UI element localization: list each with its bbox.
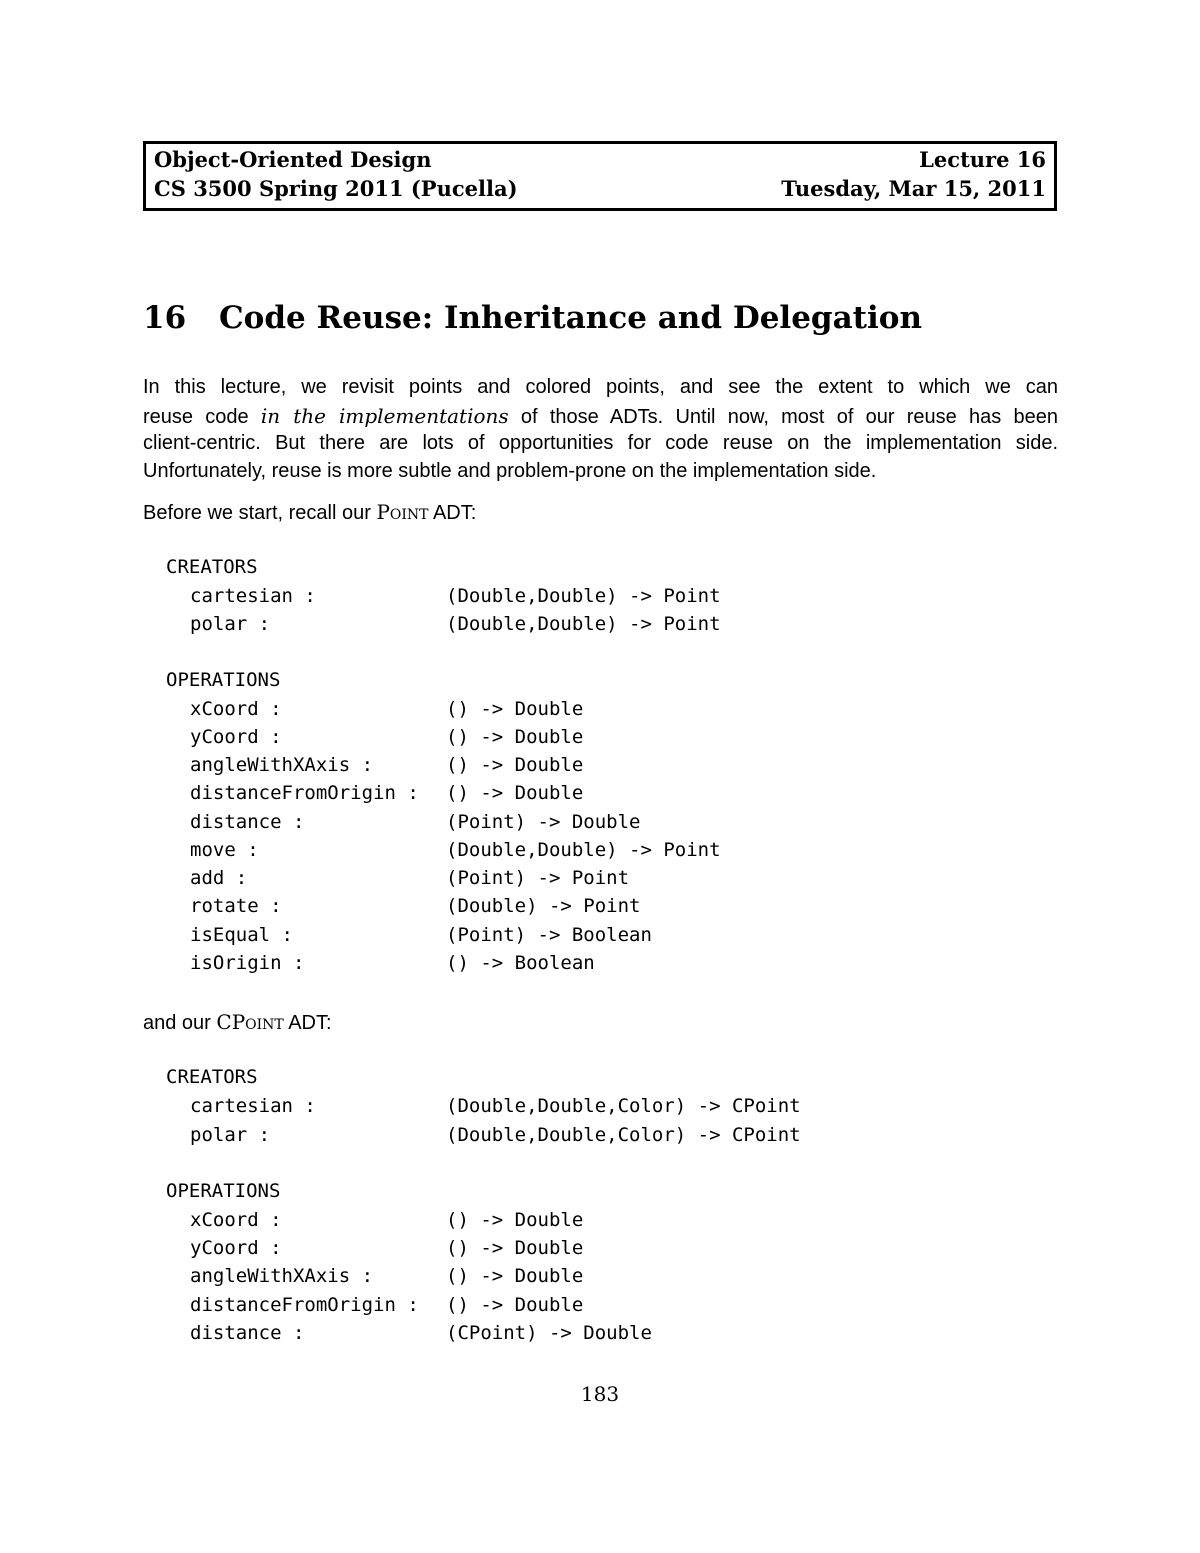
section-number: 16 (143, 300, 187, 336)
cpoint-op-type: (CPoint) -> Double (446, 1322, 652, 1344)
cpoint-op-type: () -> Double (446, 1294, 584, 1316)
point-op-type: () -> Double (446, 698, 584, 720)
point-adt-name: Point (376, 500, 429, 524)
header-box (143, 141, 1057, 211)
cpoint-op-name: angleWithXAxis : (190, 1265, 374, 1287)
point-op-type: (Point) -> Double (446, 811, 641, 833)
intro-line-2 (143, 404, 1058, 429)
point-op-name: isOrigin : (190, 952, 305, 974)
point-creator-name: polar : (190, 613, 271, 635)
course-title: Object-Oriented Design (154, 147, 432, 172)
point-op-name: angleWithXAxis : (190, 754, 374, 776)
recall-post: ADT: (428, 502, 477, 524)
cpoint-creator-type: (Double,Double,Color) -> CPoint (446, 1124, 801, 1146)
point-op-type: (Point) -> Point (446, 867, 630, 889)
page-number: 183 (580, 1382, 620, 1406)
intro-line-1: In this lecture, we revisit points and colored points, and see the extent to which we can (143, 376, 1058, 398)
point-op-type: () -> Double (446, 782, 584, 804)
cpoint-creators-heading: CREATORS (166, 1066, 258, 1088)
lecture-number: Lecture 16 (919, 147, 1046, 172)
cpoint-op-type: () -> Double (446, 1209, 584, 1231)
point-creators-heading: CREATORS (166, 556, 258, 578)
point-op-type: (Double,Double) -> Point (446, 839, 721, 861)
header-row-2 (154, 176, 1046, 204)
point-op-name: add : (190, 867, 248, 889)
intro-line-3: client-centric. But there are lots of opportunities for code reuse on the implementation side. (143, 432, 1058, 454)
point-op-name: isEqual : (190, 924, 293, 946)
course-term: CS 3500 Spring 2011 (Pucella) (154, 176, 518, 201)
point-op-name: move : (190, 839, 259, 861)
cpoint-op-name: xCoord : (190, 1209, 282, 1231)
recall-pre: Before we start, recall our (143, 502, 377, 524)
cpoint-op-name: distanceFromOrigin : (190, 1294, 419, 1316)
point-op-type: (Point) -> Boolean (446, 924, 652, 946)
intro-emphasis: in the implementations (260, 404, 509, 428)
lecture-date: Tuesday, Mar 15, 2011 (781, 176, 1046, 201)
point-op-name: xCoord : (190, 698, 282, 720)
point-op-type: () -> Double (446, 726, 584, 748)
intro-line-2-start: reuse code (143, 406, 261, 428)
point-op-name: yCoord : (190, 726, 282, 748)
point-operations-heading: OPERATIONS (166, 669, 281, 691)
intro-line-4: Unfortunately, reuse is more subtle and problem-prone on the implementation side. (143, 460, 877, 482)
point-op-type: () -> Double (446, 754, 584, 776)
header-row-1 (154, 147, 1046, 175)
point-op-type: () -> Boolean (446, 952, 595, 974)
cpoint-adt-name: CPoint (216, 1010, 284, 1034)
point-creator-name: cartesian : (190, 585, 316, 607)
cpoint-operations-heading: OPERATIONS (166, 1180, 281, 1202)
section-title (143, 300, 922, 336)
point-op-type: (Double) -> Point (446, 895, 641, 917)
point-creator-type: (Double,Double) -> Point (446, 585, 721, 607)
and-our-post: ADT: (283, 1012, 332, 1034)
cpoint-op-type: () -> Double (446, 1265, 584, 1287)
cpoint-creator-name: cartesian : (190, 1095, 316, 1117)
section-heading: Code Reuse: Inheritance and Delegation (219, 300, 922, 336)
recall-point-line (143, 500, 476, 525)
point-op-name: distance : (190, 811, 305, 833)
cpoint-op-name: distance : (190, 1322, 305, 1344)
cpoint-op-type: () -> Double (446, 1237, 584, 1259)
cpoint-intro-line (143, 1010, 332, 1035)
point-op-name: distanceFromOrigin : (190, 782, 419, 804)
and-our-pre: and our (143, 1012, 217, 1034)
cpoint-creator-type: (Double,Double,Color) -> CPoint (446, 1095, 801, 1117)
cpoint-creator-name: polar : (190, 1124, 271, 1146)
point-op-name: rotate : (190, 895, 282, 917)
cpoint-op-name: yCoord : (190, 1237, 282, 1259)
intro-line-2-end: of those ADTs. Until now, most of our reuse has been (508, 406, 1059, 428)
point-creator-type: (Double,Double) -> Point (446, 613, 721, 635)
